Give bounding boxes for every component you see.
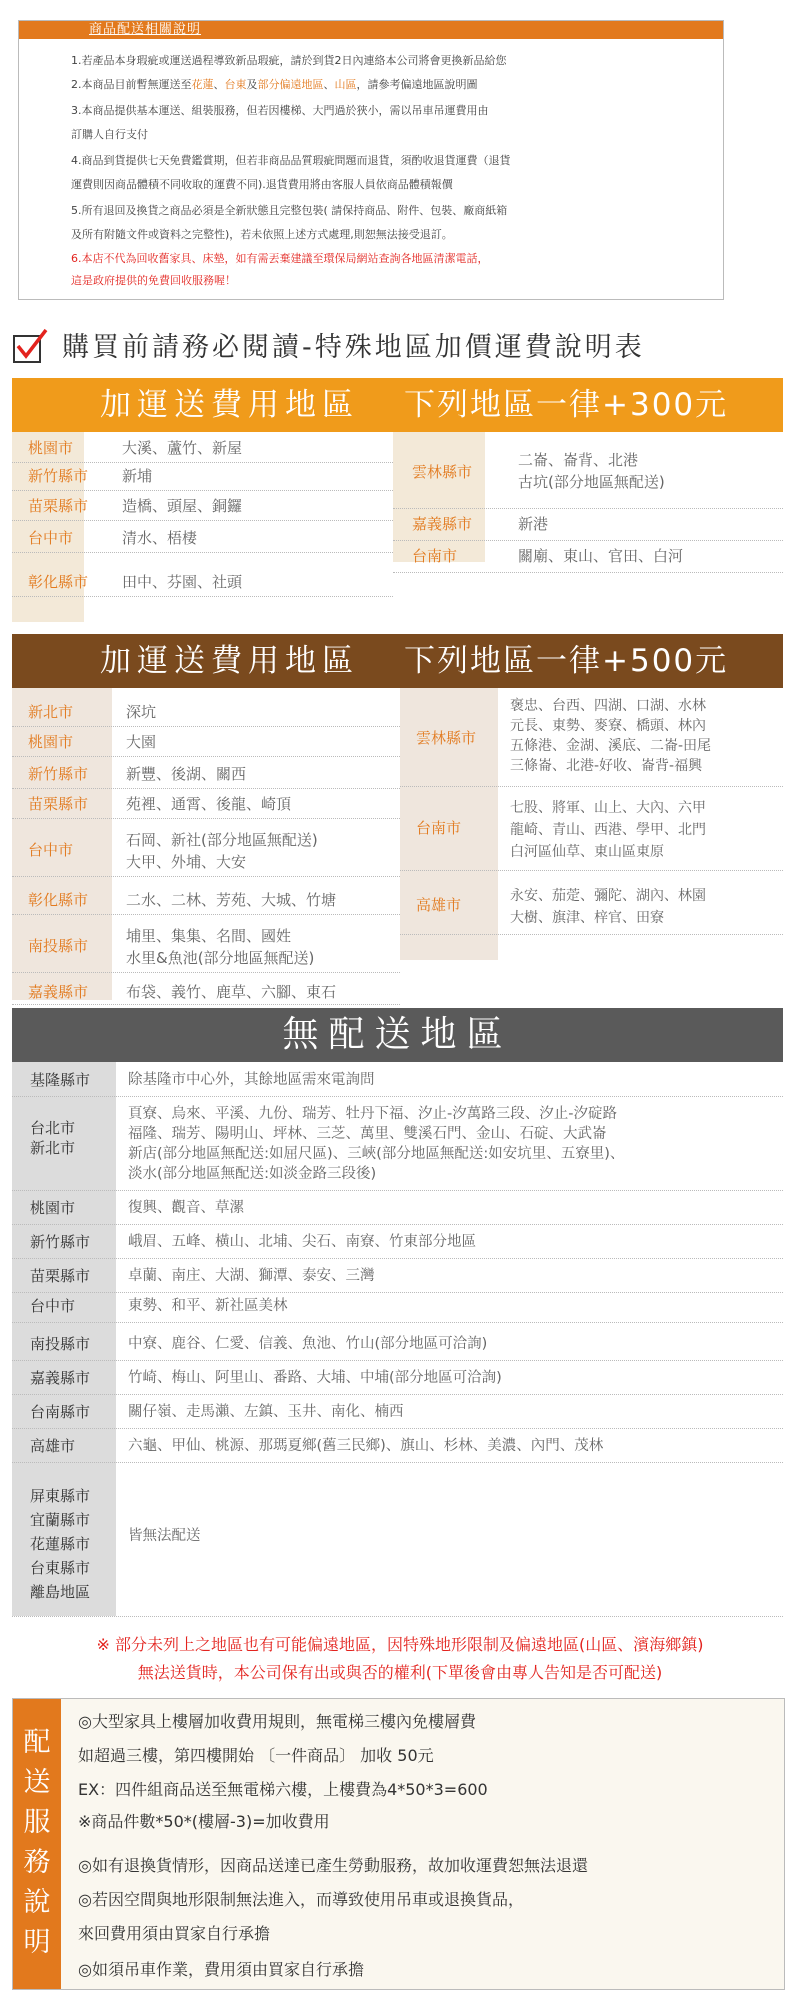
section-500-left-value: 苑裡、通霄、後龍、崎頂 [126,795,292,813]
no-delivery-value: 皆無法配送 [128,1528,201,1544]
table-divider [12,1190,783,1191]
notice-line [71,125,148,145]
section-500-right-value: 大樹、旗津、梓官、田寮 [510,910,664,926]
notice-line-part: 、 [323,78,335,91]
service-side-title [13,1699,61,1989]
no-delivery-value: 卓蘭、南庄、大湖、獅潭、泰安、三灣 [128,1268,375,1284]
section-500-header [12,634,783,688]
table-divider [12,1224,783,1225]
section-300-left-label: 新竹縣市 [28,467,89,485]
section-300-right-label: 嘉義縣市 [412,515,473,533]
table-divider [12,1258,783,1259]
table-divider [12,756,400,757]
section-300-left-value: 造橋、頭屋、銅鑼 [122,497,243,515]
section-500-title-left: 加運送費用地區 [100,643,359,679]
section-500-right-label: 台南市 [416,819,462,837]
section-300-right-value: 關廟、東山、官田、白河 [518,547,684,565]
table-divider [12,914,400,915]
notice-line [71,75,478,95]
no-delivery-label: 新北市 [30,1139,76,1157]
table-divider [12,1394,783,1395]
notice-line-part: 訂購人自行支付 [71,128,148,141]
table-divider [12,1462,783,1463]
service-line: EX：四件組商品送至無電梯六樓，上樓費為4*50*3=600 [78,1780,488,1799]
table-divider [393,572,783,573]
section-300-header [12,378,783,432]
no-delivery-label: 屏東縣市 [30,1487,91,1505]
notice-line [71,249,489,269]
section-300-right-label-band [393,432,485,562]
notice-line-part: 2.本商品目前暫無運送至 [71,78,192,91]
section-300-title-right: 下列地區一律+300元 [404,387,729,423]
no-delivery-value: 頁寮、烏來、平溪、九份、瑞芳、牡丹下福、汐止-汐萬路三段、汐止-汐碇路 [128,1106,617,1122]
table-divider [12,462,393,463]
section-300-right-value: 古坑(部分地區無配送) [518,473,665,491]
no-delivery-label: 新竹縣市 [30,1233,91,1251]
no-delivery-value: 新店(部分地區無配送:如屈尺區)、三峽(部分地區無配送:如安坑里、五寮里)、 [128,1146,625,1162]
no-delivery-value: 關仔嶺、走馬瀨、左鎮、玉井、南化、楠西 [128,1404,404,1420]
no-delivery-value: 竹崎、梅山、阿里山、番路、大埔、中埔(部分地區可洽詢) [128,1370,502,1386]
table-divider [12,818,400,819]
notice-title: 商品配送相關說明 [89,22,202,37]
notice-line-part: 這是政府提供的免費回收服務喔！ [71,274,236,287]
section-500-right-value: 白河區仙草、東山區東原 [510,844,664,860]
service-side-char: 服 [23,1807,51,1838]
no-delivery-label: 桃園市 [30,1199,76,1217]
section-300-left-value: 田中、芬園、社頭 [122,573,243,591]
table-divider [12,552,393,553]
notice-line-part: 4.商品到貨提供七天免費鑑賞期，但若非商品品質瑕疵問題而退貨，須酌收退貨運費（退貨 [71,154,511,167]
notice-line-part: 1.若產品本身瑕疵或運送過程導致新品瑕疵，請於到貨2日內連絡本公司將會更換新品給您 [71,54,507,67]
section-300-right-value: 二崙、崙背、北港 [518,451,639,469]
table-divider [400,870,783,871]
remote-area-note-line2: 無法送貨時，本公司保有出或與否的權利(下單後會由專人告知是否可配送) [137,1663,663,1682]
section-500-left-label: 苗栗縣市 [28,795,89,813]
notice-line [71,51,507,71]
notice-line [71,101,489,121]
table-divider [12,1616,783,1617]
table-divider [12,490,393,491]
no-delivery-value: 淡水(部分地區無配送:如淡金路三段後) [128,1166,377,1182]
no-delivery-header [12,1008,783,1062]
section-500-left-value: 水里&魚池(部分地區無配送) [126,949,315,967]
table-divider [12,520,393,521]
notice-line-part: 及 [246,78,258,91]
service-side-char: 務 [23,1847,51,1878]
no-delivery-label: 南投縣市 [30,1335,91,1353]
no-delivery-value: 除基隆市中心外，其餘地區需來電詢問 [128,1072,375,1088]
table-divider [12,596,393,597]
notice-line-part: 及所有附隨文件或資料之完整性)，若未依照上述方式處理,則恕無法接受退訂。 [71,228,453,241]
section-300-right-label: 雲林縣市 [412,463,473,481]
notice-line-part: 6.本店不代為回收舊家具、床墊，如有需丟棄建議至環保局網站查詢各地區清潔電話， [71,252,489,265]
notice-line-part: 山區 [334,78,357,91]
section-500-right-value: 龍崎、青山、西港、學甲、北門 [510,822,706,838]
table-divider [400,934,783,935]
section-500-right-value: 永安、茄萣、彌陀、湖內、林園 [510,888,706,904]
section-500-right-value: 三條崙、北港-好收、崙背-福興 [510,758,703,774]
table-divider [12,1322,783,1323]
no-delivery-label: 嘉義縣市 [30,1369,91,1387]
service-line: 如超過三樓，第四樓開始 〔一件商品〕 加收 50元 [78,1746,434,1765]
no-delivery-label: 宜蘭縣市 [30,1511,91,1529]
notice-line-part: 部分偏遠地區 [257,78,324,91]
section-500-left-label: 台中市 [28,841,74,859]
section-300-left-label: 台中市 [28,529,74,547]
notice-line-part: 台東 [224,78,247,91]
section-500-right-value: 五條港、金湖、溪底、二崙-田尾 [510,738,712,754]
section-500-left-value: 新豐、後湖、關西 [126,765,247,783]
section-500-left-label: 新竹縣市 [28,765,89,783]
section-500-left-label: 桃園市 [28,733,74,751]
table-divider [12,1360,783,1361]
no-delivery-value: 中寮、鹿谷、仁愛、信義、魚池、竹山(部分地區可洽詢) [128,1336,488,1352]
section-500-left-label: 新北市 [28,703,74,721]
section-300-right-label: 台南市 [412,547,458,565]
delivery-service-box [12,1698,785,1990]
no-delivery-label: 花蓮縣市 [30,1535,91,1553]
service-line: ◎大型家具上樓層加收費用規則，無電梯三樓內免樓層費 [78,1712,476,1731]
notice-line [71,225,453,245]
notice-line [71,175,453,195]
no-delivery-value: 東勢、和平、新社區美林 [128,1298,288,1314]
no-delivery-title: 無配送地區 [282,1014,513,1055]
section-300-left-label: 苗栗縣市 [28,497,89,515]
no-delivery-value: 六龜、甲仙、桃源、那瑪夏鄉(舊三民鄉)、旗山、杉林、美濃、內門、茂林 [128,1438,604,1454]
service-line: ◎如有退換貨情形，因商品送達已產生勞動服務，故加收運費恕無法退還 [78,1856,588,1875]
section-500-right-value: 元長、東勢、麥寮、橋頭、林內 [510,718,706,734]
section-500-left-label: 彰化縣市 [28,891,89,909]
notice-line-part: 運費則因商品體積不同收取的運費不同).退貨費用將由客服人員依商品體積報價 [71,178,453,191]
table-divider [12,726,400,727]
section-500-right-label: 雲林縣市 [416,729,477,747]
section-300-left-value: 大溪、蘆竹、新屋 [122,439,243,457]
section-500-right-value: 七股、將軍、山上、大內、六甲 [510,800,706,816]
section-500-left-value: 埔里、集集、名間、國姓 [126,927,292,945]
section-300-right-value: 新港 [518,515,549,533]
notice-line-part: ，請參考偏遠地區說明圖 [356,78,478,91]
page-heading: 購買前請務必閱讀-特殊地區加價運費說明表 [62,332,645,363]
table-divider [393,508,783,509]
section-500-right-value: 褒忠、台西、四湖、口湖、水林 [510,698,706,714]
service-side-char: 說 [23,1887,51,1918]
no-delivery-label: 台北市 [30,1119,76,1137]
table-divider [12,788,400,789]
section-500-left-value: 深坑 [126,703,157,721]
no-delivery-value: 峨眉、五峰、橫山、北埔、尖石、南寮、竹東部分地區 [128,1234,476,1250]
section-500-left-value: 大園 [126,733,157,751]
no-delivery-value: 復興、觀音、草漯 [128,1200,244,1216]
service-side-char: 明 [23,1927,51,1958]
section-500-left-value: 大甲、外埔、大安 [126,853,247,871]
service-line: 來回費用須由買家自行承擔 [78,1924,271,1943]
table-divider [12,1004,400,1005]
no-delivery-value: 福隆、瑞芳、陽明山、坪林、三芝、萬里、雙溪石門、金山、石碇、大武崙 [128,1126,607,1142]
section-500-left-label: 嘉義縣市 [28,983,89,1001]
section-300-label-band [12,432,84,622]
section-500-left-label: 南投縣市 [28,937,89,955]
service-side-char: 配 [23,1727,51,1758]
no-delivery-label: 台南縣市 [30,1403,91,1421]
section-500-title-right: 下列地區一律+500元 [404,643,729,679]
table-divider [12,1096,783,1097]
no-delivery-label: 基隆縣市 [30,1071,91,1089]
table-divider [12,1292,783,1293]
section-500-left-value: 二水、二林、芳苑、大城、竹塘 [126,891,337,909]
section-300-left-value: 清水、梧棲 [122,529,198,547]
notice-line-part: 花蓮 [191,78,214,91]
shipping-notice-box [18,20,724,300]
no-delivery-label: 苗栗縣市 [30,1267,91,1285]
section-300-left-label: 桃園市 [28,439,74,457]
remote-area-note-line1: ※ 部分未列上之地區也有可能偏遠地區，因特殊地形限制及偏遠地區(山區、濱海鄉鎮) [96,1635,704,1654]
section-300-left-value: 新埔 [122,467,153,485]
notice-line-part: 5.所有退回及換貨之商品必須是全新狀態且完整包裝( 請保持商品、附件、包裝、廠商紙箱 [71,204,508,217]
checkbox-check-icon [12,328,48,364]
notice-line [71,271,236,291]
no-delivery-label: 台中市 [30,1297,76,1315]
service-line: ◎若因空間與地形限制無法進入，而導致使用吊車或退換貨品， [78,1890,524,1909]
table-divider [400,786,783,787]
notice-line [71,151,511,171]
table-divider [12,1428,783,1429]
notice-line-part: 3.本商品提供基本運送、組裝服務，但若因樓梯、大門過於狹小，需以吊車吊運費用由 [71,104,489,117]
notice-line-part: 、 [213,78,225,91]
service-side-char: 送 [23,1767,51,1798]
no-delivery-label: 離島地區 [30,1583,91,1601]
service-line: ◎如須吊車作業，費用須由買家自行承擔 [78,1960,364,1979]
no-delivery-label: 高雄市 [30,1437,76,1455]
no-delivery-label: 台東縣市 [30,1559,91,1577]
section-300-title-left: 加運送費用地區 [100,387,359,423]
section-500-left-value: 布袋、義竹、鹿草、六腳、東石 [126,983,337,1001]
notice-line [71,201,507,221]
section-500-right-label: 高雄市 [416,896,462,914]
section-300-left-label: 彰化縣市 [28,573,89,591]
section-500-left-value: 石岡、新社(部分地區無配送) [126,831,318,849]
table-divider [12,972,400,973]
service-line: ※商品件數*50*(樓層-3)=加收費用 [78,1812,330,1831]
table-divider [12,876,400,877]
table-divider [393,540,783,541]
